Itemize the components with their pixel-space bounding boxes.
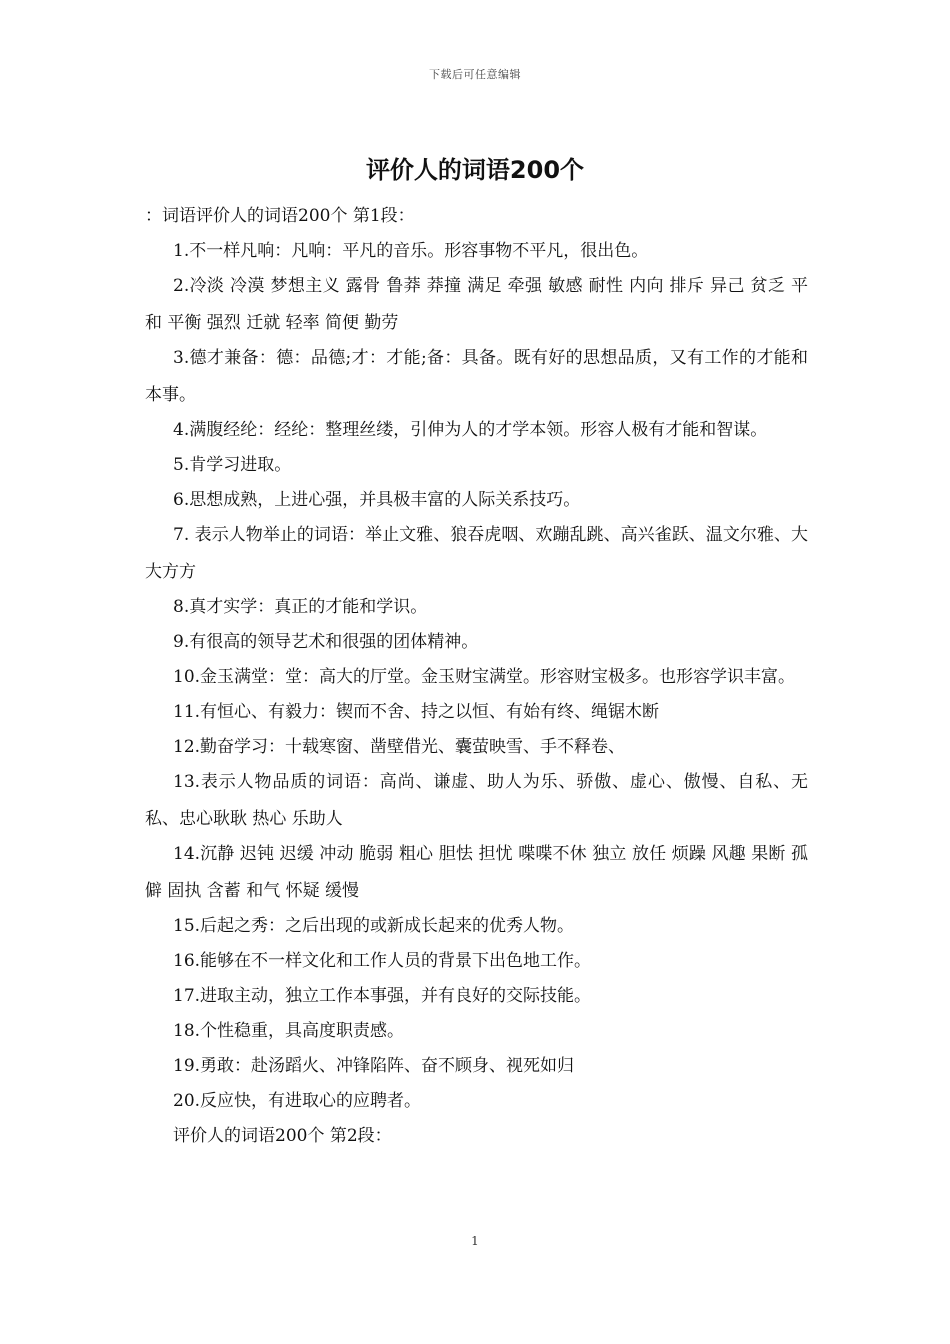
paragraph-item-4: 4.满腹经纶：经纶：整理丝缕，引伸为人的才学本领。形容人极有才能和智谋。 <box>173 420 768 440</box>
page-number: 1 <box>471 1234 479 1248</box>
paragraph-item-17: 17.进取主动，独立工作本事强，并有良好的交际技能。 <box>173 986 592 1006</box>
paragraph-item-11: 11.有恒心、有毅力：锲而不舍、持之以恒、有始有终、绳锯木断 <box>173 702 660 722</box>
paragraph-item-14: 14.沉静 迟钝 迟缓 冲动 脆弱 粗心 胆怯 担忧 喋喋不休 独立 放任 烦躁 风趣 果断 孤僻 固执 含蓄 和气 怀疑 缓慢 <box>145 844 808 901</box>
paragraph-item-20: 20.反应快，有进取心的应聘者。 <box>173 1091 422 1111</box>
paragraph-item-1: 1.不一样凡响：凡响：平凡的音乐。形容事物不平凡，很出色。 <box>173 241 649 261</box>
paragraph-item-15: 15.后起之秀：之后出现的或新成长起来的优秀人物。 <box>173 916 575 936</box>
paragraph-item-9: 9.有很高的领导艺术和很强的团体精神。 <box>173 632 479 652</box>
paragraph-item-6: 6.思想成熟，上进心强，并具极丰富的人际关系技巧。 <box>173 490 581 510</box>
paragraph-item-12: 12.勤奋学习：十载寒窗、凿壁借光、囊萤映雪、手不释卷、 <box>173 737 626 757</box>
document-body <box>145 198 808 1153</box>
paragraph-item-8: 8.真才实学：真正的才能和学识。 <box>173 597 428 617</box>
paragraph-item-10: 10.金玉满堂：堂：高大的厅堂。金玉财宝满堂。形容财宝极多。也形容学识丰富。 <box>173 667 796 687</box>
paragraph-item-18: 18.个性稳重，具高度职责感。 <box>173 1021 405 1041</box>
paragraph-item-7: 7. 表示人物举止的词语：举止文雅、狼吞虎咽、欢蹦乱跳、高兴雀跃、温文尔雅、大大方方 <box>145 525 808 582</box>
header-note: 下载后可任意编辑 <box>429 68 521 81</box>
paragraph-item-2: 2.冷淡 冷漠 梦想主义 露骨 鲁莽 莽撞 满足 牵强 敏感 耐性 内向 排斥 异己 贫乏 平和 平衡 强烈 迁就 轻率 简便 勤劳 <box>145 276 808 333</box>
paragraph-item-13: 13.表示人物品质的词语：高尚、谦虚、助人为乐、骄傲、虚心、傲慢、自私、无私、忠心耿耿 热心 乐助人 <box>145 772 808 829</box>
paragraph-item-3: 3.德才兼备：德：品德;才：才能;备：具备。既有好的思想品质，又有工作的才能和本事。 <box>145 348 808 405</box>
paragraph-item-16: 16.能够在不一样文化和工作人员的背景下出色地工作。 <box>173 951 592 971</box>
paragraph-intro: ：词语评价人的词语200个 第1段： <box>145 206 415 226</box>
paragraph-item-5: 5.肯学习进取。 <box>173 455 292 475</box>
document-title: 评价人的词语200个 <box>365 156 585 184</box>
paragraph-section-2: 评价人的词语200个 第2段： <box>173 1126 392 1146</box>
paragraph-item-19: 19.勇敢：赴汤蹈火、冲锋陷阵、奋不顾身、视死如归 <box>173 1056 575 1076</box>
